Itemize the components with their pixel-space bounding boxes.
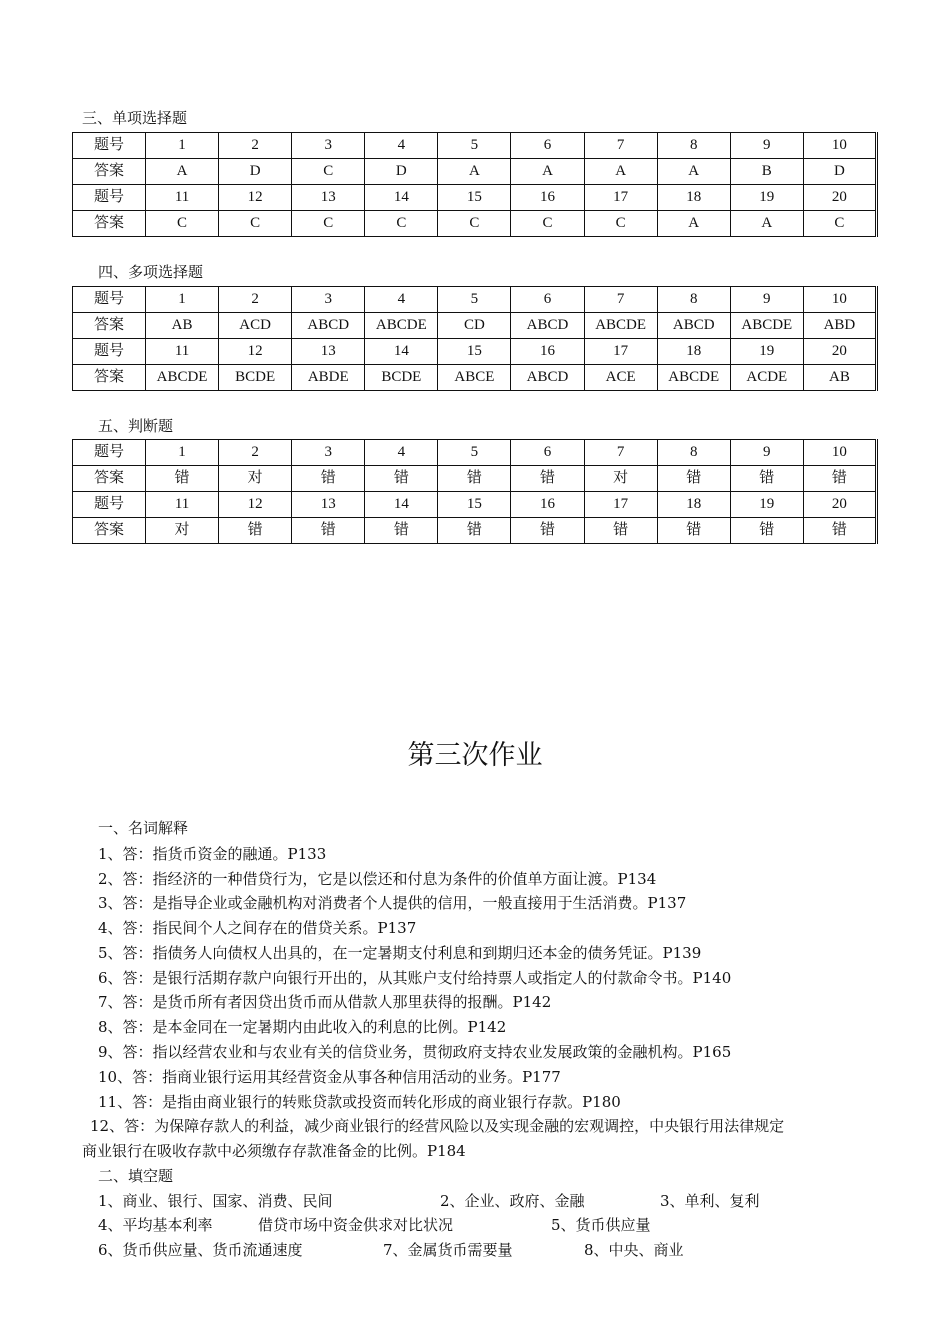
fill-answer: 5、货币供应量 bbox=[551, 1216, 651, 1234]
table-row bbox=[73, 185, 877, 211]
answer-cell: 对 bbox=[584, 466, 657, 492]
term-answer: 9、答：指以经营农业和与农业有关的信贷业务，贯彻政府支持农业发展政策的金融机构。P165 bbox=[98, 1043, 732, 1061]
answer-cell: 2 bbox=[219, 440, 292, 466]
answer-cell: 8 bbox=[657, 133, 730, 159]
terms-section-title: 一、名词解释 bbox=[98, 819, 189, 837]
answer-cell: ABCDE bbox=[584, 313, 657, 339]
answer-cell: C bbox=[511, 211, 584, 237]
row-header-cell: 题号 bbox=[73, 287, 146, 313]
answer-cell: 15 bbox=[438, 492, 511, 518]
answer-cell: 错 bbox=[657, 466, 730, 492]
term-answer: 10、答：指商业银行运用其经营资金从事各种信用活动的业务。P177 bbox=[98, 1068, 561, 1086]
term-answer: 1、答：指货币资金的融通。P133 bbox=[98, 845, 327, 863]
answer-cell: 6 bbox=[511, 287, 584, 313]
table-row bbox=[73, 518, 877, 544]
answer-cell: 20 bbox=[803, 185, 876, 211]
answer-cell: C bbox=[292, 159, 365, 185]
answer-cell: B bbox=[730, 159, 803, 185]
answer-cell: 错 bbox=[511, 518, 584, 544]
answer-cell: 错 bbox=[730, 466, 803, 492]
table-row bbox=[73, 211, 877, 237]
term-answer: 12、答：为保障存款人的利益，减少商业银行的经营风险以及实现金融的宏观调控，中央银行用法律规定 bbox=[90, 1117, 785, 1135]
term-answer: 11、答：是指由商业银行的转账贷款或投资而转化形成的商业银行存款。P180 bbox=[98, 1093, 621, 1111]
answer-cell: 13 bbox=[292, 185, 365, 211]
answer-cell: AB bbox=[146, 313, 219, 339]
term-answer: 3、答：是指导企业或金融机构对消费者个人提供的信用，一般直接用于生活消费。P137 bbox=[98, 894, 687, 912]
answer-cell: A bbox=[438, 159, 511, 185]
answer-cell: 11 bbox=[146, 339, 219, 365]
answer-cell: 6 bbox=[511, 133, 584, 159]
answer-cell: 错 bbox=[438, 518, 511, 544]
answer-cell: 7 bbox=[584, 287, 657, 313]
answer-cell: 16 bbox=[511, 185, 584, 211]
table-row bbox=[73, 339, 877, 365]
single-choice-title: 三、单项选择题 bbox=[82, 109, 188, 127]
answer-cell: 6 bbox=[511, 440, 584, 466]
homework-title: 第三次作业 bbox=[407, 740, 543, 771]
row-header-cell: 题号 bbox=[73, 339, 146, 365]
answer-cell: A bbox=[730, 211, 803, 237]
row-header-cell: 答案 bbox=[73, 365, 146, 391]
answer-cell: 13 bbox=[292, 339, 365, 365]
answer-cell: 对 bbox=[146, 518, 219, 544]
answer-cell: C bbox=[219, 211, 292, 237]
answer-cell: D bbox=[365, 159, 438, 185]
term-answer-continued: 商业银行在吸收存款中必须缴存存款准备金的比例。P184 bbox=[82, 1142, 466, 1160]
answer-cell: 错 bbox=[511, 466, 584, 492]
answer-cell: 5 bbox=[438, 133, 511, 159]
multi-choice-table bbox=[72, 286, 878, 391]
answer-cell: 1 bbox=[146, 133, 219, 159]
answer-cell: 5 bbox=[438, 287, 511, 313]
answer-cell: 14 bbox=[365, 185, 438, 211]
answer-cell: 20 bbox=[803, 492, 876, 518]
row-header-cell: 答案 bbox=[73, 466, 146, 492]
judgement-table bbox=[72, 439, 878, 544]
table-row bbox=[73, 159, 877, 185]
answer-cell: 9 bbox=[730, 287, 803, 313]
judgement-title: 五、判断题 bbox=[98, 417, 174, 435]
fill-answer: 3、单利、复利 bbox=[660, 1192, 760, 1210]
table-row bbox=[73, 440, 877, 466]
answer-cell: 17 bbox=[584, 492, 657, 518]
answer-cell: ACDE bbox=[730, 365, 803, 391]
answer-cell: A bbox=[657, 159, 730, 185]
answer-cell: 1 bbox=[146, 440, 219, 466]
term-answer: 7、答：是货币所有者因贷出货币而从借款人那里获得的报酬。P142 bbox=[98, 993, 552, 1011]
answer-cell: 12 bbox=[219, 339, 292, 365]
single-choice-table bbox=[72, 132, 878, 237]
fill-answer: 1、商业、银行、国家、消费、民间 bbox=[98, 1192, 333, 1210]
answer-cell: ACD bbox=[219, 313, 292, 339]
answer-cell: ACE bbox=[584, 365, 657, 391]
answer-cell: 13 bbox=[292, 492, 365, 518]
answer-cell: ABCDE bbox=[146, 365, 219, 391]
answer-cell: C bbox=[292, 211, 365, 237]
term-answer: 6、答：是银行活期存款户向银行开出的，从其账户支付给持票人或指定人的付款命令书。P140 bbox=[98, 969, 732, 987]
answer-cell: 14 bbox=[365, 492, 438, 518]
fill-answer: 2、企业、政府、金融 bbox=[440, 1192, 585, 1210]
multi-choice-title: 四、多项选择题 bbox=[98, 263, 204, 281]
row-header-cell: 题号 bbox=[73, 440, 146, 466]
row-header-cell: 答案 bbox=[73, 313, 146, 339]
answer-cell: 错 bbox=[657, 518, 730, 544]
term-answer: 8、答：是本金同在一定暑期内由此收入的利息的比例。P142 bbox=[98, 1018, 507, 1036]
answer-cell: 错 bbox=[803, 466, 876, 492]
answer-cell: 3 bbox=[292, 440, 365, 466]
answer-cell: 错 bbox=[730, 518, 803, 544]
row-header-cell: 答案 bbox=[73, 211, 146, 237]
answer-cell: 10 bbox=[803, 133, 876, 159]
answer-cell: BCDE bbox=[365, 365, 438, 391]
table-row bbox=[73, 133, 877, 159]
answer-cell: 对 bbox=[219, 466, 292, 492]
table-row bbox=[73, 365, 877, 391]
answer-cell: 2 bbox=[219, 133, 292, 159]
answer-cell: 5 bbox=[438, 440, 511, 466]
answer-cell: 错 bbox=[292, 466, 365, 492]
term-answer: 2、答：指经济的一种借贷行为，它是以偿还和付息为条件的价值单方面让渡。P134 bbox=[98, 870, 657, 888]
answer-cell: 19 bbox=[730, 185, 803, 211]
row-header-cell: 题号 bbox=[73, 133, 146, 159]
answer-cell: 15 bbox=[438, 185, 511, 211]
row-header-cell: 答案 bbox=[73, 159, 146, 185]
answer-cell: ABCD bbox=[657, 313, 730, 339]
answer-cell: ABCDE bbox=[657, 365, 730, 391]
answer-cell: C bbox=[584, 211, 657, 237]
table-row bbox=[73, 466, 877, 492]
answer-cell: 11 bbox=[146, 492, 219, 518]
answer-cell: 4 bbox=[365, 287, 438, 313]
fill-answer: 6、货币供应量、货币流通速度 bbox=[98, 1241, 303, 1259]
answer-cell: AB bbox=[803, 365, 876, 391]
answer-cell: 错 bbox=[292, 518, 365, 544]
answer-cell: ABCD bbox=[292, 313, 365, 339]
answer-cell: 15 bbox=[438, 339, 511, 365]
answer-cell: 12 bbox=[219, 185, 292, 211]
answer-cell: 19 bbox=[730, 339, 803, 365]
answer-cell: C bbox=[365, 211, 438, 237]
answer-cell: 16 bbox=[511, 492, 584, 518]
answer-cell: A bbox=[511, 159, 584, 185]
answer-cell: A bbox=[584, 159, 657, 185]
answer-cell: CD bbox=[438, 313, 511, 339]
answer-cell: 8 bbox=[657, 440, 730, 466]
answer-cell: 3 bbox=[292, 133, 365, 159]
answer-cell: 8 bbox=[657, 287, 730, 313]
table-row bbox=[73, 492, 877, 518]
answer-cell: A bbox=[657, 211, 730, 237]
fill-answer: 4、平均基本利率 bbox=[98, 1216, 213, 1234]
answer-cell: 18 bbox=[657, 339, 730, 365]
answer-cell: 错 bbox=[365, 518, 438, 544]
table-row bbox=[73, 287, 877, 313]
answer-cell: 17 bbox=[584, 339, 657, 365]
answer-cell: C bbox=[803, 211, 876, 237]
row-header-cell: 题号 bbox=[73, 185, 146, 211]
answer-cell: ABCD bbox=[511, 365, 584, 391]
fill-section-title: 二、填空题 bbox=[98, 1167, 174, 1185]
answer-cell: 18 bbox=[657, 185, 730, 211]
table-row bbox=[73, 313, 877, 339]
fill-answer: 8、中央、商业 bbox=[584, 1241, 684, 1259]
answer-cell: 10 bbox=[803, 287, 876, 313]
answer-cell: ABCD bbox=[511, 313, 584, 339]
answer-cell: A bbox=[146, 159, 219, 185]
answer-cell: 14 bbox=[365, 339, 438, 365]
answer-cell: 19 bbox=[730, 492, 803, 518]
answer-cell: 12 bbox=[219, 492, 292, 518]
answer-cell: 7 bbox=[584, 133, 657, 159]
answer-cell: 错 bbox=[803, 518, 876, 544]
term-answer: 5、答：指债务人向债权人出具的，在一定暑期支付利息和到期归还本金的债务凭证。P139 bbox=[98, 944, 702, 962]
answer-cell: C bbox=[438, 211, 511, 237]
answer-cell: 3 bbox=[292, 287, 365, 313]
answer-cell: 错 bbox=[584, 518, 657, 544]
answer-cell: D bbox=[219, 159, 292, 185]
answer-cell: 2 bbox=[219, 287, 292, 313]
answer-cell: ABCDE bbox=[365, 313, 438, 339]
answer-cell: 9 bbox=[730, 440, 803, 466]
row-header-cell: 题号 bbox=[73, 492, 146, 518]
answer-cell: 18 bbox=[657, 492, 730, 518]
answer-cell: BCDE bbox=[219, 365, 292, 391]
answer-cell: 错 bbox=[438, 466, 511, 492]
answer-cell: ABCE bbox=[438, 365, 511, 391]
answer-cell: D bbox=[803, 159, 876, 185]
answer-cell: C bbox=[146, 211, 219, 237]
answer-cell: 16 bbox=[511, 339, 584, 365]
answer-cell: 7 bbox=[584, 440, 657, 466]
answer-cell: 错 bbox=[219, 518, 292, 544]
answer-cell: ABCDE bbox=[730, 313, 803, 339]
answer-cell: 4 bbox=[365, 440, 438, 466]
answer-cell: 17 bbox=[584, 185, 657, 211]
answer-cell: 20 bbox=[803, 339, 876, 365]
answer-cell: 错 bbox=[146, 466, 219, 492]
answer-cell: 错 bbox=[365, 466, 438, 492]
answer-cell: 4 bbox=[365, 133, 438, 159]
answer-cell: ABD bbox=[803, 313, 876, 339]
answer-cell: 10 bbox=[803, 440, 876, 466]
answer-cell: 1 bbox=[146, 287, 219, 313]
term-answer: 4、答：指民间个人之间存在的借贷关系。P137 bbox=[98, 919, 417, 937]
answer-cell: 9 bbox=[730, 133, 803, 159]
answer-cell: 11 bbox=[146, 185, 219, 211]
fill-answer: 借贷市场中资金供求对比状况 bbox=[258, 1216, 454, 1234]
fill-answer: 7、金属货币需要量 bbox=[383, 1241, 513, 1259]
row-header-cell: 答案 bbox=[73, 518, 146, 544]
answer-cell: ABDE bbox=[292, 365, 365, 391]
